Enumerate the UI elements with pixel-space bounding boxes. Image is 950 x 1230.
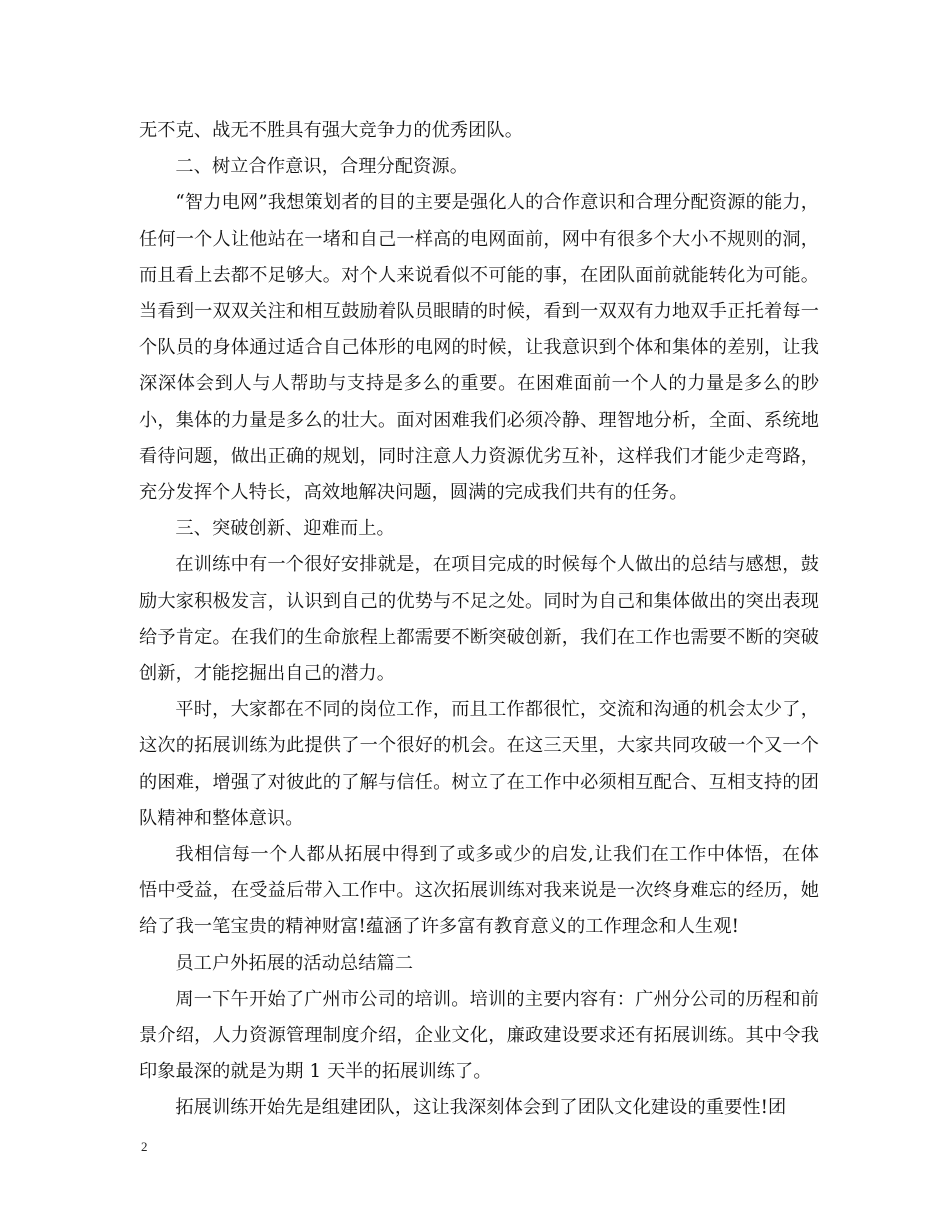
page-number: 2 <box>141 1139 148 1154</box>
document-body <box>139 113 819 1127</box>
paragraph: 拓展训练开始先是组建团队，这让我深刻体会到了团队文化建设的重要性!团 <box>175 1097 787 1119</box>
paragraph: 在训练中有一个很好安排就是，在项目完成的时候每个人做出的总结与感想，鼓励大家积极发言，认识到自己的优势与不足之处。同时为自己和集体做出的突出表现给予肯定。在我们的生命旅程上都需要不断突破创新，我们在工作也需要不断的突破创新，才能挖掘出自己的潜力。 <box>139 554 819 685</box>
paragraph: 平时，大家都在不同的岗位工作，而且工作都很忙，交流和沟通的机会太少了，这次的拓展训练为此提供了一个很好的机会。在这三天里，大家共同攻破一个又一个的困难，增强了对彼此的了解与信任。树立了在工作中必须相互配合、互相支持的团队精神和整体意识。 <box>139 699 819 829</box>
article-title: 员工户外拓展的活动总结篇二 <box>175 952 414 974</box>
section-heading-2: 二、树立合作意识，合理分配资源。 <box>175 156 468 178</box>
paragraph: 我相信每一个人都从拓展中得到了或多或少的启发,让我们在工作中体悟，在体悟中受益，在受益后带入工作中。这次拓展训练对我来说是一次终身难忘的经历，她给了我一笔宝贵的精神财富!蕴涵了许多富有教育意义的工作理念和人生观! <box>139 844 819 938</box>
paragraph-continued: 无不克、战无不胜具有强大竞争力的优秀团队。 <box>139 120 524 141</box>
paragraph: 周一下午开始了广州市公司的培训。培训的主要内容有：广州分公司的历程和前景介绍，人力资源管理制度介绍，企业文化，廉政建设要求还有拓展训练。其中令我印象最深的就是为期 1 天半的拓展训练了。 <box>139 988 819 1083</box>
paragraph: “智力电网”我想策划者的目的主要是强化人的合作意识和合理分配资源的能力，任何一个人让他站在一堵和自己一样高的电网面前，网中有很多个大小不规则的洞，而且看上去都不足够大。对个人来说看似不可能的事，在团队面前就能转化为可能。当看到一双双关注和相互鼓励着队员眼睛的时候，看到一双双有力地双手正托着每一个队员的身体通过适合自己体形的电网的时候，让我意识到个体和集体的差别，让我深深体会到人与人帮助与支持是多么的重要。在困难面前一个人的力量是多么的眇小，集体的力量是多么的壮大。面对困难我们必须冷静、理智地分析，全面、系统地看待问题，做出正确的规划，同时注意人力资源优劣互补，这样我们才能少走弯路，充分发挥个人特长，高效地解决问题，圆满的完成我们共有的任务。 <box>139 192 819 504</box>
section-heading-3: 三、突破创新、迎难而上。 <box>175 518 395 540</box>
